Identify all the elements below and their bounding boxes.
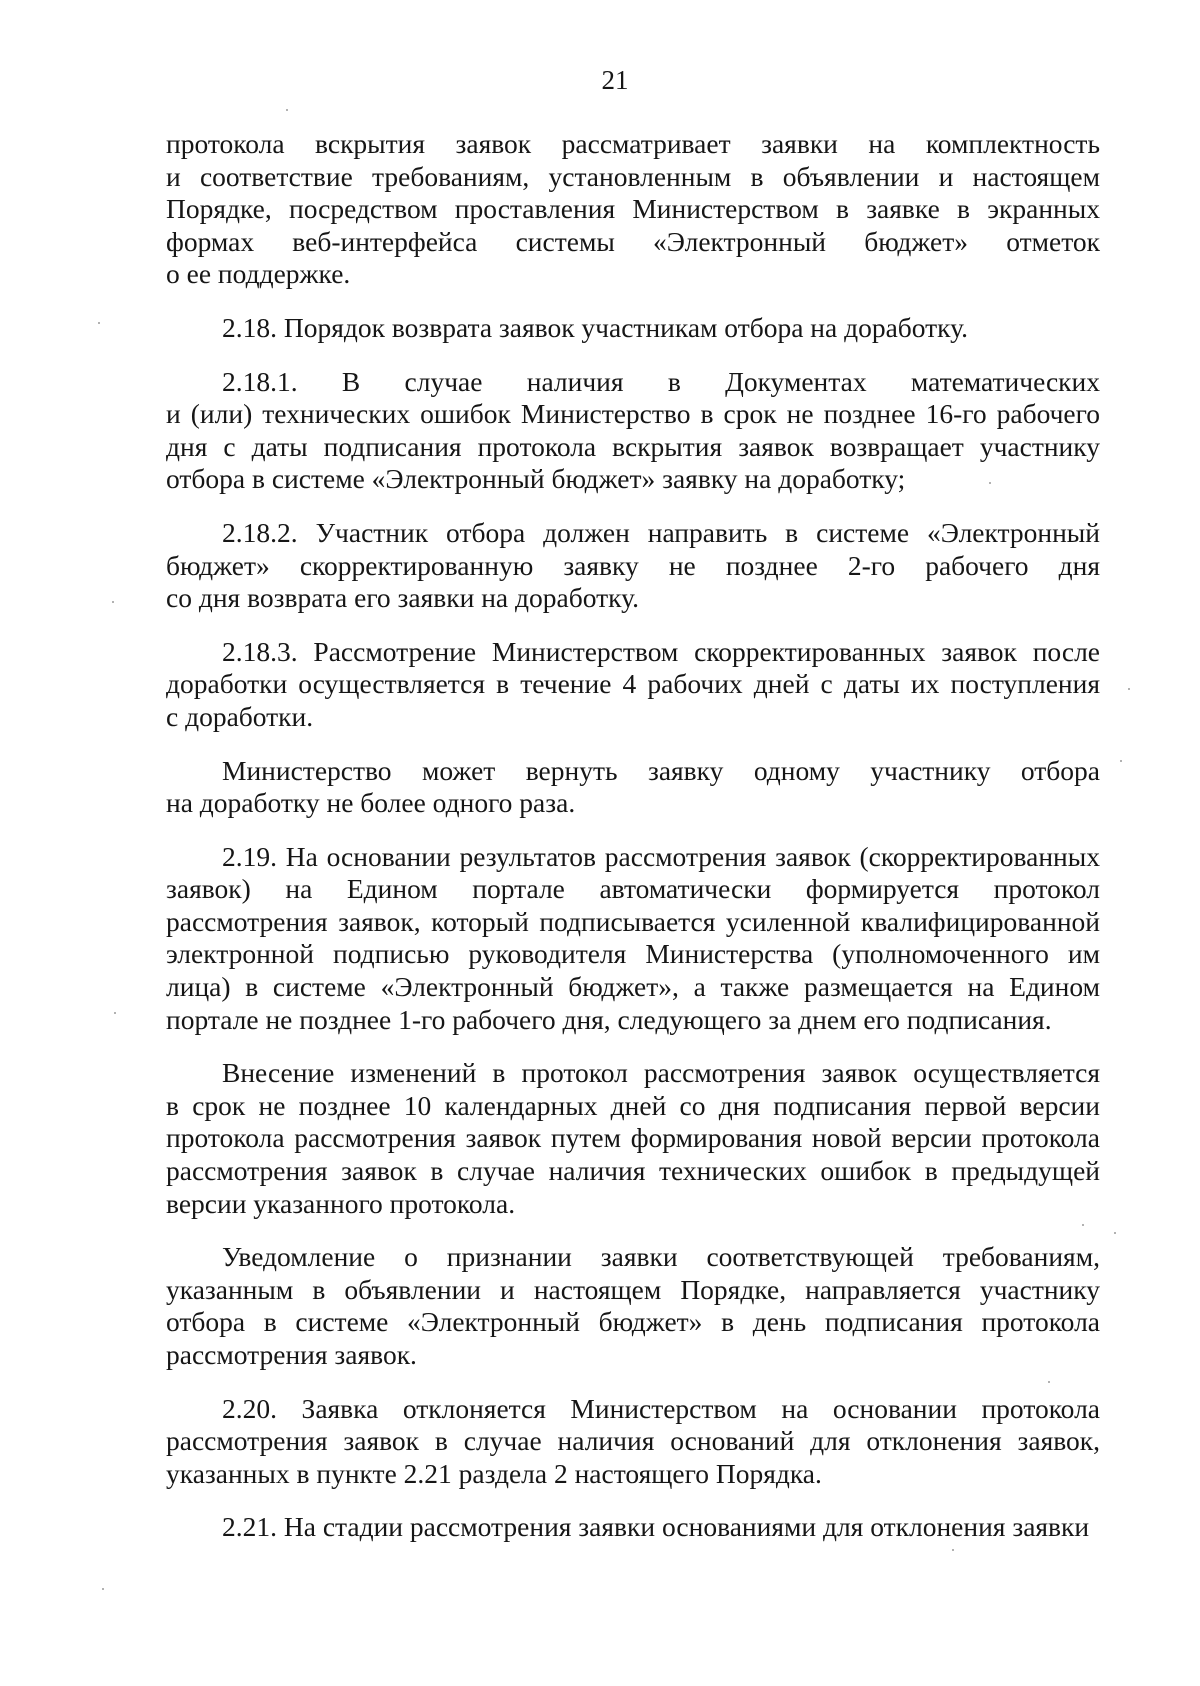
text-line: со дня возврата его заявки на доработку. — [166, 582, 639, 614]
scan-speck — [1120, 760, 1122, 762]
document-body — [166, 128, 1100, 1565]
scan-speck — [1128, 688, 1130, 690]
text-line: указанных в пункте 2.21 раздела 2 настоящего Порядка. — [166, 1457, 822, 1489]
paragraph-changes — [166, 1057, 1100, 1220]
scan-speck — [114, 1012, 116, 1014]
paragraph-2-21 — [166, 1511, 1100, 1544]
text-line: в срок не позднее 10 календарных дней со дня подписания первой версии — [166, 1089, 1100, 1121]
text-line: рассмотрения заявок, который подписывается усиленной квалифицированной — [166, 905, 1100, 937]
text-line: 2.18.2. Участник отбора должен направить в системе «Электронный — [222, 516, 1100, 548]
text-line: формах веб-интерфейса системы «Электронный бюджет» отметок — [166, 225, 1100, 257]
scan-speck — [1114, 1232, 1116, 1234]
text-line: Министерство может вернуть заявку одному участнику отбора — [222, 754, 1100, 786]
paragraph-notice — [166, 1241, 1100, 1371]
paragraph-ministry-return — [166, 755, 1100, 820]
text-line: рассмотрения заявок в случае наличия технических ошибок в предыдущей — [166, 1155, 1100, 1187]
paragraph-2-19 — [166, 841, 1100, 1037]
text-line: Уведомление о признании заявки соответствующей требованиям, — [222, 1241, 1100, 1273]
text-line: заявок) на Едином портале автоматически формируется протокол — [166, 873, 1100, 905]
text-line: отбора в системе «Электронный бюджет» заявку на доработку; — [166, 463, 906, 495]
text-line: протокола рассмотрения заявок путем формирования новой версии протокола — [166, 1122, 1100, 1154]
text-line: на доработку не более одного раза. — [166, 787, 576, 819]
text-line: бюджет» скорректированную заявку не позднее 2-го рабочего дня — [166, 549, 1100, 581]
paragraph-2-20 — [166, 1393, 1100, 1491]
paragraph-2-18-1 — [166, 366, 1100, 496]
paragraph-2-18-2 — [166, 517, 1100, 615]
text-line: версии указанного протокола. — [166, 1187, 516, 1219]
scan-speck — [98, 322, 100, 324]
paragraph-intro — [166, 128, 1100, 291]
scan-speck — [102, 1588, 104, 1590]
scan-speck — [1048, 1381, 1050, 1383]
text-line: 2.18. Порядок возврата заявок участникам отбора на доработку. — [222, 311, 969, 343]
scan-speck — [989, 482, 991, 484]
text-line: о ее поддержке. — [166, 258, 351, 290]
text-line: лица) в системе «Электронный бюджет», а также размещается на Едином — [166, 971, 1100, 1003]
text-line: 2.21. На стадии рассмотрения заявки основаниями для отклонения заявки — [222, 1511, 1090, 1543]
text-line: доработки осуществляется в течение 4 рабочих дней с даты их поступления — [166, 668, 1100, 700]
text-line: дня с даты подписания протокола вскрытия заявок возвращает участнику — [166, 430, 1100, 462]
scan-speck — [112, 601, 114, 603]
scan-speck — [286, 109, 288, 111]
text-line: отбора в системе «Электронный бюджет» в день подписания протокола — [166, 1306, 1100, 1338]
text-line: 2.18.3. Рассмотрение Министерством скорректированных заявок после — [222, 635, 1100, 667]
text-line: и (или) технических ошибок Министерство в срок не позднее 16-го рабочего — [166, 398, 1100, 430]
text-line: с доработки. — [166, 700, 314, 732]
paragraph-2-18-3 — [166, 636, 1100, 734]
text-line: 2.20. Заявка отклоняется Министерством на основании протокола — [222, 1392, 1100, 1424]
text-line: рассмотрения заявок. — [166, 1339, 417, 1370]
text-line: 2.18.1. В случае наличия в Документах математических — [222, 365, 1100, 397]
text-line: электронной подписью руководителя Министерства (уполномоченного им — [166, 938, 1100, 970]
text-line: рассмотрения заявок в случае наличия оснований для отклонения заявок, — [166, 1425, 1100, 1457]
text-line: протокола вскрытия заявок рассматривает заявки на комплектность — [166, 128, 1100, 159]
scan-speck — [1082, 1224, 1084, 1226]
scan-speck — [952, 1549, 954, 1551]
text-line: и соответствие требованиям, установленным в объявлении и настоящем — [166, 160, 1100, 192]
paragraph-2-18 — [166, 312, 1100, 345]
page-number: 21 — [601, 65, 629, 95]
text-line: портале не позднее 1-го рабочего дня, следующего за днем его подписания. — [166, 1003, 1052, 1035]
text-line: Порядке, посредством проставления Министерством в заявке в экранных — [166, 193, 1100, 225]
text-line: Внесение изменений в протокол рассмотрения заявок осуществляется — [222, 1057, 1100, 1089]
text-line: 2.19. На основании результатов рассмотрения заявок (скорректированных — [222, 840, 1100, 872]
text-line: указанным в объявлении и настоящем Порядке, направляется участнику — [166, 1273, 1100, 1305]
